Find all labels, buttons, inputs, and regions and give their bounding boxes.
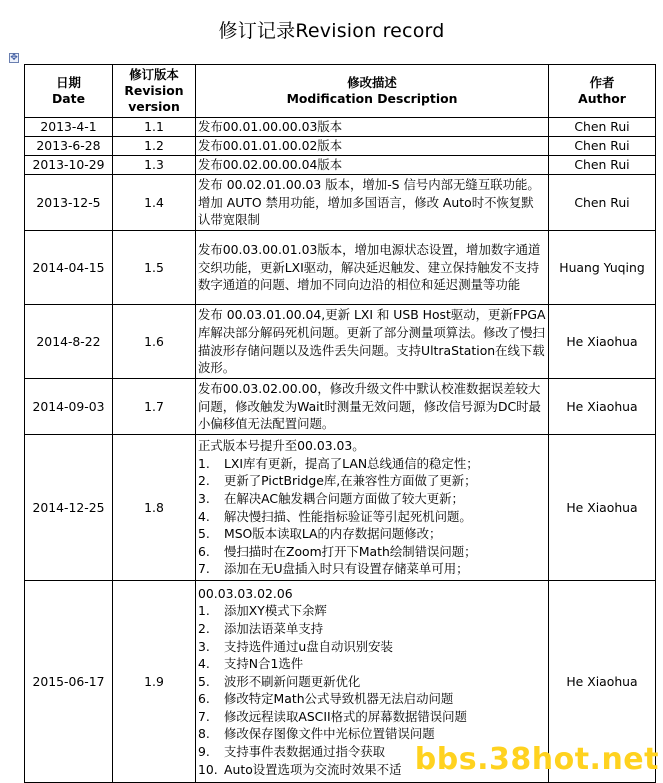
row-author: Chen Rui xyxy=(549,137,656,156)
table-row xyxy=(25,231,656,305)
item-text: 修改远程读取ASCII格式的屏幕数据错误问题 xyxy=(224,708,467,724)
header-author-cn: 作者 xyxy=(589,75,615,90)
row-author: He Xiaohua xyxy=(549,379,656,435)
row-author: Huang Yuqing xyxy=(549,231,656,305)
row-description: 发布 00.03.01.00.04,更新 LXI 和 USB Host驱动，更新FPGA库解决部分解码死机问题。更新了部分测量项算法。修改了慢扫描波形存储问题以及选件丢失问题。支持UltraStation在线下载波形。 xyxy=(196,305,549,379)
header-row xyxy=(25,65,656,118)
item-text: MSO版本读取LA的内存数据问题修改； xyxy=(224,526,442,542)
header-author xyxy=(549,65,656,118)
item-text: 修改保存图像文件中光标位置错误问题 xyxy=(224,726,435,742)
row-date: 2013-12-5 xyxy=(25,175,113,231)
list-item xyxy=(198,508,546,526)
item-number: 9. xyxy=(198,744,210,760)
row-date: 2014-12-25 xyxy=(25,435,113,581)
item-text: 添加法语菜单支持 xyxy=(224,620,324,636)
row-date: 2014-09-03 xyxy=(25,379,113,435)
description-intro: 正式版本号提升至00.03.03。 xyxy=(198,438,365,454)
table-row xyxy=(25,435,656,581)
list-item xyxy=(198,638,546,656)
header-date-cn: 日期 xyxy=(56,75,81,90)
list-item xyxy=(198,455,546,473)
header-version-cn: 修订版本 xyxy=(129,67,179,82)
item-text: Auto设置选项为交流时效果不适 xyxy=(224,761,402,777)
header-description xyxy=(196,65,549,118)
change-list xyxy=(198,455,546,578)
item-number: 6. xyxy=(198,691,210,707)
item-number: 4. xyxy=(198,656,210,672)
header-version xyxy=(113,65,196,118)
item-number: 7. xyxy=(198,708,210,724)
row-description: 发布00.01.01.00.02版本 xyxy=(196,137,549,156)
item-text: 慢扫描时在Zoom打开下Math绘制错误问题； xyxy=(224,543,477,559)
header-author-en: Author xyxy=(578,91,626,106)
list-item xyxy=(198,560,546,578)
row-version: 1.8 xyxy=(113,435,196,581)
row-date: 2013-10-29 xyxy=(25,156,113,175)
row-author: Chen Rui xyxy=(549,175,656,231)
item-number: 5. xyxy=(198,673,210,689)
row-version: 1.9 xyxy=(113,581,196,783)
row-date: 2014-04-15 xyxy=(25,231,113,305)
item-text: 添加XY模式下余辉 xyxy=(224,603,327,619)
item-text: LXI库有更新，提高了LAN总线通信的稳定性； xyxy=(224,455,479,471)
row-description: 发布00.01.00.00.03版本 xyxy=(196,118,549,137)
row-date: 2013-4-1 xyxy=(25,118,113,137)
row-version: 1.1 xyxy=(113,118,196,137)
row-author: Chen Rui xyxy=(549,118,656,137)
item-number: 3. xyxy=(198,638,210,654)
row-version: 1.7 xyxy=(113,379,196,435)
row-author: He Xiaohua xyxy=(549,305,656,379)
page-title: 修订记录Revision record xyxy=(218,20,445,42)
header-date xyxy=(25,65,113,118)
list-item xyxy=(198,690,546,708)
item-text: 添加在无U盘插入时只有设置存储菜单可用； xyxy=(224,561,469,577)
item-text: 支持N合1选件 xyxy=(224,656,304,672)
list-item xyxy=(198,673,546,691)
table-row xyxy=(25,118,656,137)
table-row xyxy=(25,137,656,156)
item-number: 6. xyxy=(198,543,210,559)
list-item xyxy=(198,543,546,561)
item-text: 更新了PictBridge库,在兼容性方面做了更新； xyxy=(224,473,477,489)
row-author: He Xiaohua xyxy=(549,435,656,581)
row-version: 1.5 xyxy=(113,231,196,305)
item-number: 5. xyxy=(198,526,210,542)
item-text: 修改特定Math公式导致机器无法启动问题 xyxy=(224,691,454,707)
row-description xyxy=(196,435,549,581)
item-number: 2. xyxy=(198,473,210,489)
item-text: 支持选件通过u盘自动识别安装 xyxy=(224,638,393,654)
row-description: 发布00.03.02.00.00，修改升级文件中默认校准数据误差较大问题，修改触发为Wait时测量无效问题，修改信号源为DC时最小偏移值无法配置问题。 xyxy=(196,379,549,435)
list-item xyxy=(198,725,546,743)
item-number: 10. xyxy=(198,761,218,777)
list-item xyxy=(198,620,546,638)
header-description-cn: 修改描述 xyxy=(347,75,397,90)
item-number: 2. xyxy=(198,620,210,636)
item-number: 1. xyxy=(198,603,210,619)
item-text: 波形不刷新问题更新优化 xyxy=(224,673,361,689)
row-description: 发布00.02.00.00.04版本 xyxy=(196,156,549,175)
forum-watermark: bbs.38hot.net xyxy=(414,742,659,777)
row-version: 1.3 xyxy=(113,156,196,175)
table-row xyxy=(25,305,656,379)
item-text: 解决慢扫描、性能指标验证等引起死机问题。 xyxy=(224,508,472,524)
table-row xyxy=(25,379,656,435)
item-number: 8. xyxy=(198,726,210,742)
revision-table xyxy=(24,64,656,783)
row-date: 2015-06-17 xyxy=(25,581,113,783)
list-item xyxy=(198,525,546,543)
item-text: 支持事件表数据通过指令获取 xyxy=(224,744,386,760)
header-version-en: Revision version xyxy=(124,83,184,114)
row-author: Chen Rui xyxy=(549,156,656,175)
row-description: 发布00.03.00.01.03版本，增加电源状态设置，增加数字通道交织功能，更新LXI驱动，解决延迟触发、建立保持触发不支持数字通道的问题、增加不同向边沿的相位和延迟测量等功能 xyxy=(196,231,549,305)
row-version: 1.6 xyxy=(113,305,196,379)
row-author: He Xiaohua xyxy=(549,581,656,783)
item-number: 3. xyxy=(198,490,210,506)
list-item xyxy=(198,472,546,490)
header-date-en: Date xyxy=(52,91,85,106)
row-version: 1.2 xyxy=(113,137,196,156)
item-text: 在解决AC触发耦合问题方面做了较大更新； xyxy=(224,490,464,506)
list-item xyxy=(198,708,546,726)
description-intro: 00.03.03.02.06 xyxy=(198,585,293,601)
table-move-handle-icon[interactable]: ✥ xyxy=(10,53,18,63)
row-description: 发布 00.02.01.00.03 版本，增加-S 信号内部无缝互联功能。增加 AUTO 禁用功能，增加多国语言，修改 Auto时不恢复默认带宽限制 xyxy=(196,175,549,231)
row-date: 2013-6-28 xyxy=(25,137,113,156)
item-number: 1. xyxy=(198,455,210,471)
item-number: 4. xyxy=(198,508,210,524)
list-item xyxy=(198,602,546,620)
list-item xyxy=(198,490,546,508)
row-date: 2014-8-22 xyxy=(25,305,113,379)
item-number: 7. xyxy=(198,561,210,577)
header-description-en: Modification Description xyxy=(286,91,458,106)
table-row xyxy=(25,156,656,175)
table-row xyxy=(25,175,656,231)
row-version: 1.4 xyxy=(113,175,196,231)
list-item xyxy=(198,655,546,673)
